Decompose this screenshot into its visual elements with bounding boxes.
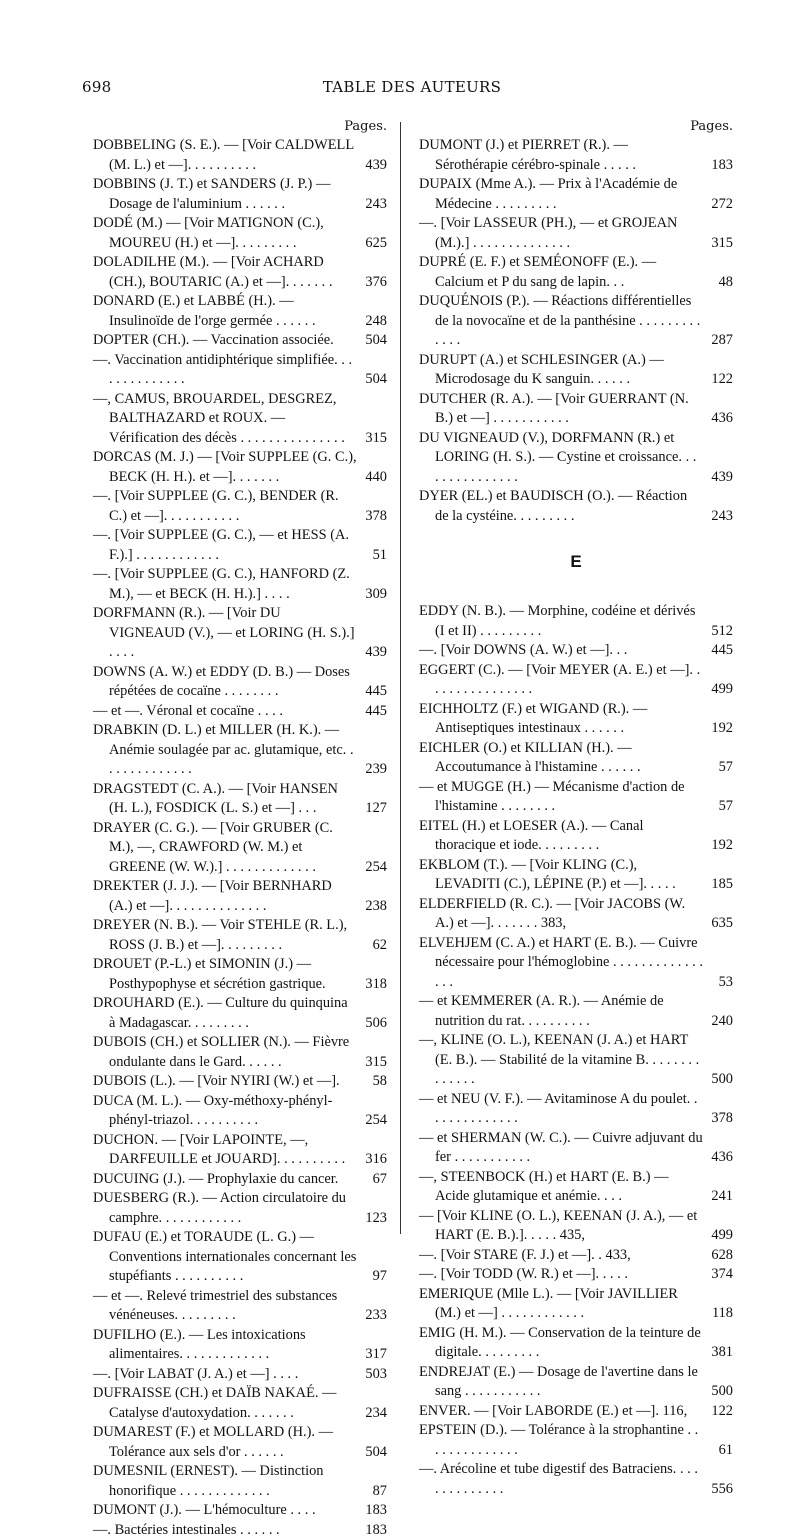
index-entry — [93, 877, 387, 916]
entry-text: ELDERFIELD (R. C.). — [Voir JACOBS (W. A.) et —]. . . . . . . 383, — [419, 896, 685, 932]
index-entry — [419, 778, 733, 817]
entry-page: 238 — [365, 897, 387, 917]
entry-text: DRAGSTEDT (C. A.). — [Voir HANSEN (H. L.), FOSDICK (L. S.) et —] . . . — [93, 781, 338, 817]
index-entry — [419, 1324, 733, 1363]
index-entry — [419, 1265, 733, 1285]
index-entry — [419, 661, 733, 700]
entry-page: 61 — [719, 1441, 733, 1461]
entry-page: 234 — [365, 1404, 387, 1424]
index-entry — [93, 1384, 387, 1423]
index-entry — [419, 1031, 733, 1090]
index-entry — [93, 1287, 387, 1326]
index-entry — [419, 700, 733, 739]
index-entry — [93, 1365, 387, 1385]
index-entry — [419, 641, 733, 661]
right-entry-list-d — [419, 136, 733, 526]
entry-text: DUFRAISSE (CH.) et DAÏB NAKAÉ. — Catalyse d'autoxydation. . . . . . . — [93, 1385, 336, 1421]
entry-text: — et —. Véronal et cocaïne . . . . — [93, 703, 283, 719]
entry-page: 625 — [365, 234, 387, 254]
left-entry-list — [93, 136, 387, 1540]
index-entry — [93, 292, 387, 331]
entry-page: 309 — [365, 585, 387, 605]
entry-text: DOBBINS (J. T.) et SANDERS (J. P.) — Dosage de l'aluminium . . . . . . — [93, 176, 330, 212]
entry-page: 439 — [365, 156, 387, 176]
index-entry — [93, 214, 387, 253]
index-entry — [419, 175, 733, 214]
entry-page: 556 — [711, 1480, 733, 1500]
entry-page: 436 — [711, 1148, 733, 1168]
index-entry — [93, 1189, 387, 1228]
entry-text: —. [Voir LASSEUR (PH.), — et GROJEAN (M.).] . . . . . . . . . . . . . . — [419, 215, 677, 251]
index-entry — [419, 214, 733, 253]
entry-page: 376 — [365, 273, 387, 293]
entry-text: ENVER. — [Voir LABORDE (E.) et —]. 116, — [419, 1403, 687, 1419]
entry-page: 53 — [719, 973, 733, 993]
entry-page: 445 — [365, 702, 387, 722]
index-entry — [93, 663, 387, 702]
entry-text: —. [Voir STARE (F. J.) et —]. . 433, — [419, 1247, 631, 1263]
entry-text: DREKTER (J. J.). — [Voir BERNHARD (A.) et —]. . . . . . . . . . . . . . — [93, 878, 332, 914]
index-entry — [419, 1285, 733, 1324]
entry-page: 254 — [365, 1111, 387, 1131]
entry-text: DUMESNIL (ERNEST). — Distinction honorifique . . . . . . . . . . . . . — [93, 1463, 324, 1499]
entry-page: 315 — [365, 1053, 387, 1073]
entry-page: 192 — [711, 719, 733, 739]
entry-page: 241 — [711, 1187, 733, 1207]
entry-text: DUCUING (J.). — Prophylaxie du cancer. — [93, 1171, 338, 1187]
entry-page: 192 — [711, 836, 733, 856]
entry-text: —. [Voir DOWNS (A. W.) et —]. . . — [419, 642, 627, 658]
entry-text: DRAYER (C. G.). — [Voir GRUBER (C. M.), —, CRAWFORD (W. M.) et GREENE (W. W.).] . . . . . . . . . . . . . — [93, 820, 333, 875]
entry-page: 506 — [365, 1014, 387, 1034]
entry-page: 58 — [373, 1072, 387, 1092]
entry-page: 381 — [711, 1343, 733, 1363]
entry-page: 57 — [719, 797, 733, 817]
entry-text: DU VIGNEAUD (V.), DORFMANN (R.) et LORING (H. S.). — Cystine et croissance. . . . . . . . . . . . . . . — [419, 430, 696, 485]
entry-page: 436 — [711, 409, 733, 429]
entry-text: — et KEMMERER (A. R.). — Anémie de nutrition du rat. . . . . . . . . . — [419, 993, 664, 1029]
entry-text: DROUET (P.-L.) et SIMONIN (J.) — Posthypophyse et sécrétion gastrique. — [93, 956, 326, 992]
entry-page: 48 — [719, 273, 733, 293]
index-entry — [419, 487, 733, 526]
index-entry — [93, 331, 387, 351]
entry-page: 499 — [711, 1226, 733, 1246]
index-entry — [93, 702, 387, 722]
entry-text: DUMAREST (F.) et MOLLARD (H.). — Tolérance aux sels d'or . . . . . . — [93, 1424, 333, 1460]
index-entry — [419, 1207, 733, 1246]
entry-page: 51 — [373, 546, 387, 566]
entry-text: DUESBERG (R.). — Action circulatoire du camphre. . . . . . . . . . . . — [93, 1190, 346, 1226]
index-entry — [93, 526, 387, 565]
entry-page: 118 — [712, 1304, 733, 1324]
entry-text: EITEL (H.) et LOESER (A.). — Canal thoracique et iode. . . . . . . . . — [419, 818, 643, 854]
index-entry — [419, 1090, 733, 1129]
entry-page: 240 — [711, 1012, 733, 1032]
index-entry — [419, 739, 733, 778]
index-entry — [419, 429, 733, 488]
entry-page: 318 — [365, 975, 387, 995]
entry-page: 185 — [711, 875, 733, 895]
index-entry — [419, 602, 733, 641]
entry-text: DUFAU (E.) et TORAUDE (L. G.) — Conventions internationales concernant les stupéfiants . . . . . . . . . . — [93, 1229, 356, 1284]
index-entry — [419, 1460, 733, 1499]
entry-text: DORFMANN (R.). — [Voir DU VIGNEAUD (V.), — et LORING (H. S.).] . . . . — [93, 605, 355, 660]
index-entry — [93, 565, 387, 604]
entry-text: EKBLOM (T.). — [Voir KLING (C.), LEVADITI (C.), LÉPINE (P.) et —]. . . . . — [419, 857, 676, 893]
index-entry — [93, 955, 387, 994]
entry-page: 440 — [365, 468, 387, 488]
entry-page: 374 — [711, 1265, 733, 1285]
entry-text: DUMONT (J.) et PIERRET (R.). — Sérothérapie cérébro-spinale . . . . . — [419, 137, 636, 173]
index-entry — [419, 1363, 733, 1402]
entry-text: —. Vaccination antidiphtérique simplifiée. . . . . . . . . . . . . . — [93, 352, 352, 388]
entry-page: 67 — [373, 1170, 387, 1190]
section-letter: E — [419, 552, 733, 572]
page-header — [82, 78, 742, 102]
entry-page: 183 — [365, 1501, 387, 1521]
entry-page: 315 — [365, 429, 387, 449]
index-entry — [93, 1228, 387, 1287]
entry-text: DREYER (N. B.). — Voir STEHLE (R. L.), ROSS (J. B.) et —]. . . . . . . . . — [93, 917, 347, 953]
index-entry — [419, 1246, 733, 1266]
entry-page: 628 — [711, 1246, 733, 1266]
left-column — [93, 118, 387, 1540]
entry-text: DOBBELING (S. E.). — [Voir CALDWELL (M. L.) et —]. . . . . . . . . . — [93, 137, 354, 173]
entry-page: 127 — [365, 799, 387, 819]
entry-text: DOLADILHE (M.). — [Voir ACHARD (CH.), BOUTARIC (A.) et —]. . . . . . . — [93, 254, 332, 290]
entry-text: DUCHON. — [Voir LAPOINTE, —, DARFEUILLE et JOUARD]. . . . . . . . . . — [93, 1132, 345, 1168]
entry-text: —. Arécoline et tube digestif des Batraciens. . . . . . . . . . . . . . — [419, 1461, 698, 1497]
entry-page: 504 — [365, 331, 387, 351]
entry-text: EMERIQUE (Mlle L.). — [Voir JAVILLIER (M.) et —] . . . . . . . . . . . . — [419, 1286, 678, 1322]
entry-text: DUBOIS (CH.) et SOLLIER (N.). — Fièvre ondulante dans le Gard. . . . . . — [93, 1034, 349, 1070]
entry-page: 122 — [711, 1402, 733, 1422]
entry-text: DODÉ (M.) — [Voir MATIGNON (C.), MOUREU (H.) et —]. . . . . . . . . — [93, 215, 324, 251]
index-entry — [419, 390, 733, 429]
column-divider — [400, 122, 401, 1234]
entry-page: 378 — [711, 1109, 733, 1129]
entry-text: DOPTER (CH.). — Vaccination associée. — [93, 332, 334, 348]
entry-page: 97 — [373, 1267, 387, 1287]
index-entry — [419, 351, 733, 390]
entry-text: DROUHARD (E.). — Culture du quinquina à Madagascar. . . . . . . . . — [93, 995, 348, 1031]
entry-text: — et SHERMAN (W. C.). — Cuivre adjuvant du fer . . . . . . . . . . . — [419, 1130, 703, 1166]
entry-text: EICHHOLTZ (F.) et WIGAND (R.). — Antiseptiques intestinaux . . . . . . — [419, 701, 647, 737]
entry-text: —. [Voir LABAT (J. A.) et —] . . . . — [93, 1366, 298, 1382]
entry-text: DUPRÉ (E. F.) et SEMÉONOFF (E.). — Calcium et P du sang de lapin. . . — [419, 254, 656, 290]
index-entry — [419, 292, 733, 351]
entry-text: DUBOIS (L.). — [Voir NYIRI (W.) et —]. — [93, 1073, 340, 1089]
index-entry — [93, 1131, 387, 1170]
index-entry — [419, 856, 733, 895]
entry-page: 243 — [365, 195, 387, 215]
entry-page: 316 — [365, 1150, 387, 1170]
entry-text: —. [Voir SUPPLEE (G. C.), HANFORD (Z. M.), — et BECK (H. H.).] . . . . — [93, 566, 350, 602]
entry-page: 87 — [373, 1482, 387, 1502]
entry-text: —. [Voir TODD (W. R.) et —]. . . . . — [419, 1266, 628, 1282]
entry-page: 439 — [711, 468, 733, 488]
entry-page: 243 — [711, 507, 733, 527]
entry-page: 512 — [711, 622, 733, 642]
index-entry — [93, 1462, 387, 1501]
index-entry — [93, 721, 387, 780]
index-entry — [93, 780, 387, 819]
index-entry — [419, 992, 733, 1031]
index-entry — [93, 1326, 387, 1365]
entry-text: — et MUGGE (H.) — Mécanisme d'action de l'histamine . . . . . . . . — [419, 779, 685, 815]
entry-text: — et —. Relevé trimestriel des substances vénéneuses. . . . . . . . . — [93, 1288, 337, 1324]
entry-page: 378 — [365, 507, 387, 527]
entry-page: 122 — [711, 370, 733, 390]
entry-text: — [Voir KLINE (O. L.), KEENAN (J. A.), — et HART (E. B.).]. . . . . 435, — [419, 1208, 697, 1244]
entry-page: 233 — [365, 1306, 387, 1326]
index-entry — [419, 1421, 733, 1460]
index-entry — [93, 994, 387, 1033]
right-column — [419, 118, 733, 1499]
index-entry — [419, 934, 733, 993]
index-entry — [93, 253, 387, 292]
entry-text: —. Bactéries intestinales . . . . . . — [93, 1522, 280, 1538]
index-entry — [93, 1501, 387, 1521]
entry-text: DUPAIX (Mme A.). — Prix à l'Académie de Médecine . . . . . . . . . — [419, 176, 677, 212]
entry-text: —, KLINE (O. L.), KEENAN (J. A.) et HART (E. B.). — Stabilité de la vitamine B. . . . . . . . . . . . . . — [419, 1032, 699, 1087]
entry-text: EICHLER (O.) et KILLIAN (H.). — Accoutumance à l'histamine . . . . . . — [419, 740, 641, 776]
index-entry — [419, 253, 733, 292]
pages-heading: Pages. — [419, 118, 733, 136]
entry-page: 183 — [365, 1521, 387, 1540]
entry-text: ENDREJAT (E.) — Dosage de l'avertine dans le sang . . . . . . . . . . . — [419, 1364, 698, 1400]
entry-text: DONARD (E.) et LABBÉ (H.). — Insulinoïde de l'orge germée . . . . . . — [93, 293, 316, 329]
index-entry — [93, 136, 387, 175]
entry-page: 183 — [711, 156, 733, 176]
entry-page: 635 — [711, 914, 733, 934]
index-entry — [93, 487, 387, 526]
index-entry — [93, 1092, 387, 1131]
entry-page: 123 — [365, 1209, 387, 1229]
entry-page: 499 — [711, 680, 733, 700]
index-entry — [93, 604, 387, 663]
entry-text: DOWNS (A. W.) et EDDY (D. B.) — Doses répétées de cocaïne . . . . . . . . — [93, 664, 350, 700]
entry-page: 57 — [719, 758, 733, 778]
entry-page: 504 — [365, 370, 387, 390]
entry-text: DUCA (M. L.). — Oxy-méthoxy-phényl-phényl-triazol. . . . . . . . . . — [93, 1093, 332, 1129]
index-entry — [93, 916, 387, 955]
entry-page: 503 — [365, 1365, 387, 1385]
entry-text: DUTCHER (R. A.). — [Voir GUERRANT (N. B.) et —] . . . . . . . . . . . — [419, 391, 689, 427]
index-entry — [419, 817, 733, 856]
index-entry — [93, 390, 387, 449]
index-entry — [93, 1170, 387, 1190]
entry-text: EDDY (N. B.). — Morphine, codéine et dérivés (I et II) . . . . . . . . . — [419, 603, 695, 639]
index-entry — [419, 1129, 733, 1168]
page-number: 698 — [82, 78, 112, 96]
page-title: TABLE DES AUTEURS — [82, 78, 742, 96]
index-entry — [419, 136, 733, 175]
entry-text: DUMONT (J.). — L'hémoculture . . . . — [93, 1502, 316, 1518]
entry-text: —, CAMUS, BROUARDEL, DESGREZ, BALTHAZARD et ROUX. — Vérification des décès . . . . . . . . . . . . . . . — [93, 391, 345, 446]
index-entry — [93, 1033, 387, 1072]
entry-page: 445 — [711, 641, 733, 661]
index-entry — [93, 1521, 387, 1540]
entry-page: 317 — [365, 1345, 387, 1365]
index-entry — [93, 351, 387, 390]
index-entry — [93, 175, 387, 214]
index-entry — [93, 448, 387, 487]
entry-page: 254 — [365, 858, 387, 878]
index-entry — [419, 1168, 733, 1207]
entry-text: EPSTEIN (D.). — Tolérance à la strophantine . . . . . . . . . . . . . . — [419, 1422, 698, 1458]
entry-text: DUFILHO (E.). — Les intoxications alimentaires. . . . . . . . . . . . . — [93, 1327, 306, 1363]
entry-text: — et NEU (V. F.). — Avitaminose A du poulet. . . . . . . . . . . . . . — [419, 1091, 698, 1127]
entry-text: ELVEHJEM (C. A.) et HART (E. B.). — Cuivre nécessaire pour l'hémoglobine . . . . . . . . . . . . . . . . — [419, 935, 703, 990]
entry-page: 439 — [365, 643, 387, 663]
index-entry — [419, 895, 733, 934]
entry-text: —. [Voir SUPPLEE (G. C.), BENDER (R. C.) et —]. . . . . . . . . . . — [93, 488, 339, 524]
entry-text: EMIG (H. M.). — Conservation de la teinture de digitale. . . . . . . . . — [419, 1325, 701, 1361]
entry-page: 504 — [365, 1443, 387, 1463]
index-entry — [419, 1402, 733, 1422]
entry-page: 272 — [711, 195, 733, 215]
entry-text: DYER (EL.) et BAUDISCH (O.). — Réaction de la cystéine. . . . . . . . . — [419, 488, 687, 524]
entry-page: 500 — [711, 1382, 733, 1402]
entry-text: DRABKIN (D. L.) et MILLER (H. K.). — Anémie soulagée par ac. glutamique, etc. . . . . . . . . . . . . . — [93, 722, 354, 777]
index-entry — [93, 1423, 387, 1462]
entry-text: DUQUÉNOIS (P.). — Réactions différentielles de la novocaïne et de la panthésine . . . . . . . . . . . . . — [419, 293, 700, 348]
entry-page: 239 — [365, 760, 387, 780]
entry-page: 248 — [365, 312, 387, 332]
index-entry — [93, 819, 387, 878]
entry-text: EGGERT (C.). — [Voir MEYER (A. E.) et —]. . . . . . . . . . . . . . . . — [419, 662, 700, 698]
entry-page: 287 — [711, 331, 733, 351]
entry-text: —. [Voir SUPPLEE (G. C.), — et HESS (A. F.).] . . . . . . . . . . . . — [93, 527, 349, 563]
entry-page: 500 — [711, 1070, 733, 1090]
entry-text: DORCAS (M. J.) — [Voir SUPPLEE (G. C.), BECK (H. H.). et —]. . . . . . . — [93, 449, 357, 485]
entry-text: DURUPT (A.) et SCHLESINGER (A.) — Microdosage du K sanguin. . . . . . — [419, 352, 664, 388]
entry-page: 62 — [373, 936, 387, 956]
entry-text: —, STEENBOCK (H.) et HART (E. B.) — Acide glutamique et anémie. . . . — [419, 1169, 669, 1205]
entry-page: 445 — [365, 682, 387, 702]
index-entry — [93, 1072, 387, 1092]
right-entry-list-e — [419, 602, 733, 1499]
entry-page: 315 — [711, 234, 733, 254]
pages-heading: Pages. — [93, 118, 387, 136]
